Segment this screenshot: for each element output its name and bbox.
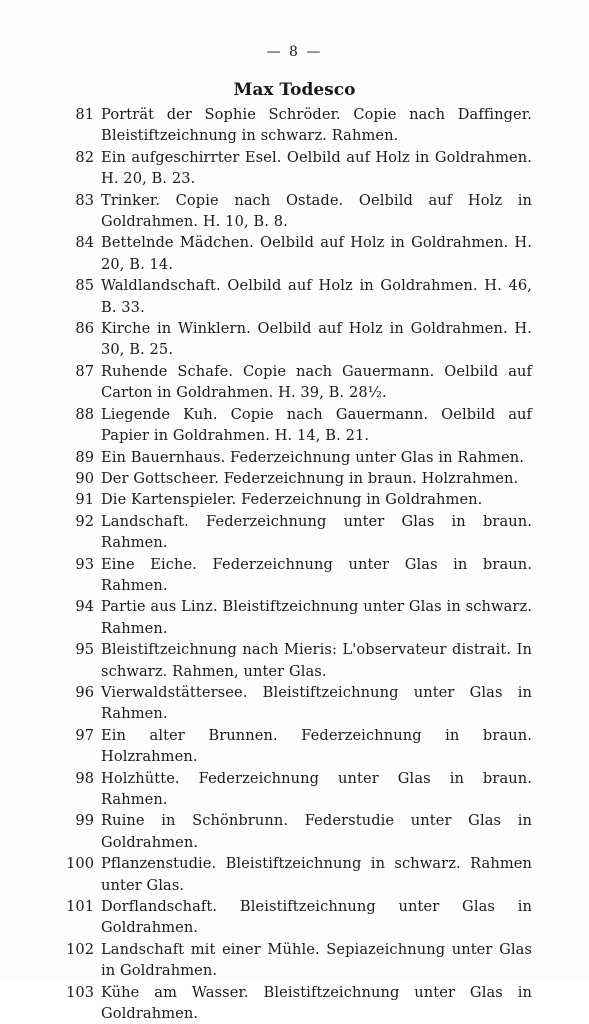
entry-description: Trinker. Copie nach Ostade. Oelbild auf Holz in Goldrahmen. H. 10, B. 8. <box>101 191 532 231</box>
entry-number: 87 <box>75 362 94 380</box>
entry-number: 90 <box>75 469 94 487</box>
entry-description: Porträt der Sophie Schröder. Copie nach Daffinger. Bleistiftzeichnung in schwarz. Rahmen. <box>101 106 532 145</box>
catalog-entry <box>50 810 532 853</box>
entry-number: 100 <box>66 855 94 873</box>
entry-description: Der Gottscheer. Federzeichnung in braun. Holzrahmen. <box>101 469 519 487</box>
entry-number: 93 <box>75 555 94 573</box>
catalog-entry <box>50 768 532 811</box>
entry-number: 88 <box>75 405 94 423</box>
catalog-entry <box>50 489 532 510</box>
catalog-entry <box>50 361 532 404</box>
entry-description: Vierwaldstättersee. Bleistiftzeichnung unter Glas in Rahmen. <box>101 683 532 723</box>
entry-number: 85 <box>75 277 94 295</box>
entry-number: 84 <box>75 234 94 252</box>
entry-description: Holzhütte. Federzeichnung unter Glas in braun. Rahmen. <box>101 769 532 808</box>
entry-number: 99 <box>75 812 94 830</box>
entry-number: 98 <box>75 769 94 787</box>
catalog-entry <box>50 404 532 447</box>
catalog-entries <box>50 104 532 1024</box>
entry-number: 103 <box>66 983 94 1001</box>
entry-description: Waldlandschaft. Oelbild auf Holz in Goldrahmen. H. 46, B. 33. <box>101 277 532 316</box>
entry-description: Ein aufgeschirrter Esel. Oelbild auf Holz in Goldrahmen. H. 20, B. 23. <box>101 148 532 188</box>
entry-number: 86 <box>75 320 94 338</box>
catalog-entry <box>50 511 532 554</box>
catalog-entry <box>50 982 532 1024</box>
entry-number: 95 <box>75 641 94 659</box>
entry-number: 91 <box>75 491 94 509</box>
catalog-entry <box>50 447 532 468</box>
entry-number: 89 <box>75 448 94 466</box>
catalog-entry <box>50 104 532 147</box>
entry-description: Bettelnde Mädchen. Oelbild auf Holz in Goldrahmen. H. 20, B. 14. <box>101 234 532 273</box>
catalog-entry <box>50 275 532 318</box>
entry-description: Die Kartenspieler. Federzeichnung in Goldrahmen. <box>101 491 483 509</box>
entry-number: 97 <box>75 726 94 744</box>
catalog-entry <box>50 468 532 489</box>
entry-number: 81 <box>75 106 94 123</box>
entry-description: Kühe am Wasser. Bleistiftzeichnung unter Glas in Goldrahmen. <box>101 983 532 1023</box>
page-number: — 8 — <box>266 44 323 60</box>
catalog-entry <box>50 896 532 939</box>
entry-description: Ein alter Brunnen. Federzeichnung in braun. Holzrahmen. <box>101 726 532 766</box>
catalog-entry <box>50 725 532 768</box>
entry-description: Eine Eiche. Federzeichnung unter Glas in braun. Rahmen. <box>101 555 532 594</box>
entry-description: Kirche in Winklern. Oelbild auf Holz in Goldrahmen. H. 30, B. 25. <box>101 320 532 359</box>
catalog-entry <box>50 190 532 233</box>
entry-number: 92 <box>75 512 94 530</box>
catalog-entry <box>50 318 532 361</box>
catalog-entry <box>50 554 532 597</box>
entry-description: Landschaft. Federzeichnung unter Glas in braun. Rahmen. <box>101 512 532 552</box>
entry-description: Liegende Kuh. Copie nach Gauermann. Oelbild auf Papier in Goldrahmen. H. 14, B. 21. <box>101 405 532 445</box>
catalog-entry <box>50 639 532 682</box>
entry-description: Landschaft mit einer Mühle. Sepiazeichnung unter Glas in Goldrahmen. <box>101 940 532 980</box>
catalog-entry <box>50 939 532 982</box>
catalog-entry <box>50 232 532 275</box>
entry-number: 96 <box>75 683 94 701</box>
catalog-entry <box>50 596 532 639</box>
entry-description: Ruine in Schönbrunn. Federstudie unter Glas in Goldrahmen. <box>101 812 532 851</box>
entry-description: Dorflandschaft. Bleistiftzeichnung unter Glas in Goldrahmen. <box>101 898 532 937</box>
entry-description: Ein Bauernhaus. Federzeichnung unter Glas in Rahmen. <box>101 448 525 466</box>
catalog-entry <box>50 682 532 725</box>
catalog-entry <box>50 147 532 190</box>
entry-number: 101 <box>66 898 94 916</box>
entry-description: Ruhende Schafe. Copie nach Gauermann. Oelbild auf Carton in Goldrahmen. H. 39, B. 28½. <box>101 362 532 402</box>
entry-number: 83 <box>75 191 94 209</box>
catalog-entry <box>50 853 532 896</box>
artist-heading: Max Todesco <box>233 80 356 100</box>
entry-description: Bleistiftzeichnung nach Mieris: L'observateur distrait. In schwarz. Rahmen, unter Glas. <box>101 641 532 680</box>
entry-description: Partie aus Linz. Bleistiftzeichnung unter Glas in schwarz. Rahmen. <box>101 598 532 637</box>
entry-number: 94 <box>75 598 94 616</box>
entry-description: Pflanzenstudie. Bleistiftzeichnung in schwarz. Rahmen unter Glas. <box>101 855 532 894</box>
entry-number: 102 <box>66 940 94 958</box>
entry-number: 82 <box>75 148 94 166</box>
